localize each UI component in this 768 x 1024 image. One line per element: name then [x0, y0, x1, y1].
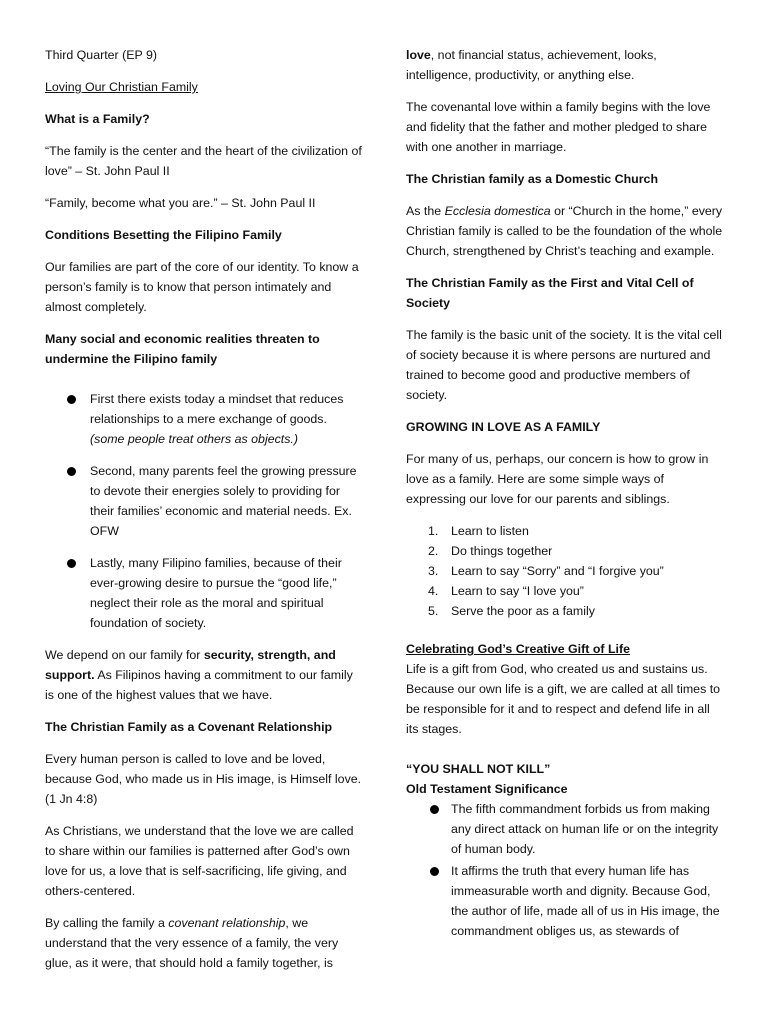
heading-old-testament: Old Testament Significance: [406, 782, 568, 796]
paragraph-identity: Our families are part of the core of our identity. To know a person’s family is to know that person intimately and almost completely.: [45, 260, 359, 314]
heading-what-is-family: What is a Family?: [45, 112, 150, 126]
heading-conditions: Conditions Besetting the Filipino Family: [45, 228, 282, 242]
list-item: Lastly, many Filipino families, because of their ever-growing desire to pursue the “good life,” neglect their role as the moral and spiritual foundation of society.: [45, 553, 363, 633]
bullet-icon: [67, 559, 76, 568]
list-item: 1. Learn to listen: [428, 524, 529, 538]
paragraph-love-continued: love, not financial status, achievement, looks, intelligence, productivity, or anything else.: [406, 48, 657, 82]
bullet-icon: [430, 805, 439, 814]
paragraph-ecclesia: As the Ecclesia domestica or “Church in the home,” every Christian family is called to be the foundation of the whole Church, strengthened by Christ’s teaching and example.: [406, 204, 723, 258]
quote-become: “Family, become what you are.” – St. John Paul II: [45, 196, 316, 210]
list-item: 5. Serve the poor as a family: [428, 604, 595, 618]
quote-civilization: “The family is the center and the heart of the civilization of love” – St. John Paul II: [45, 144, 362, 178]
list-item: The fifth commandment forbids us from making any direct attack on human life or on the integrity of human body.: [406, 799, 724, 859]
paragraph-calling: By calling the family a covenant relationship, we understand that the very essence of a family, the very glue, as it were, that should hold a family together, is: [45, 916, 339, 970]
quarter-label: Third Quarter (EP 9): [45, 48, 158, 62]
bullet-note: (some people treat others as objects.): [90, 432, 298, 446]
heading-vital-cell: The Christian Family as the First and Vital Cell of Society: [406, 276, 694, 310]
right-column: [406, 45, 724, 953]
list-item: 2. Do things together: [428, 544, 553, 558]
list-item: 3. Learn to say “Sorry” and “I forgive you”: [428, 564, 664, 578]
heading-realities: Many social and economic realities threaten to undermine the Filipino family: [45, 332, 320, 366]
commandment-list: [406, 799, 724, 941]
list-item: It affirms the truth that every human life has immeasurable worth and dignity. Because God, the author of life, made all of us in His image, the commandment obliges us, as stewards of: [406, 861, 724, 941]
list-item: 4. Learn to say “I love you”: [428, 584, 584, 598]
paragraph-gift-of-life: Life is a gift from God, who created us and sustains us. Because our own life is a gift, we are called at all times to be responsible for it and to respect and defend life in all its stages.: [406, 662, 721, 736]
paragraph-depend: We depend on our family for security, strength, and support. As Filipinos having a commitment to our family is one of the highest values that we have.: [45, 648, 353, 702]
heading-covenant: The Christian Family as a Covenant Relationship: [45, 720, 333, 734]
paragraph-covenantal: The covenantal love within a family begins with the love and fidelity that the father and mother pledged to share with one another in marriage.: [406, 100, 711, 154]
bullet-icon: [67, 395, 76, 404]
paragraph-every-person: Every human person is called to love and be loved, because God, who made us in His image, is Himself love. (1 Jn 4:8): [45, 752, 362, 806]
heading-celebrating: Celebrating God’s Creative Gift of Life: [406, 642, 630, 656]
paragraph-many-of-us: For many of us, perhaps, our concern is how to grow in love as a family. Here are some simple ways of expressing our love for our parents and siblings.: [406, 452, 709, 506]
bullet-icon: [67, 467, 76, 476]
list-item: Second, many parents feel the growing pressure to devote their energies solely to providing for their families’ economic and material needs. Ex. OFW: [45, 461, 363, 541]
ways-list: [406, 521, 724, 621]
heading-domestic-church: The Christian family as a Domestic Church: [406, 172, 659, 186]
bullet-icon: [430, 867, 439, 876]
realities-list: [45, 389, 363, 633]
list-item: First there exists today a mindset that reduces relationships to a mere exchange of goods. (some people treat others as objects.): [45, 389, 363, 449]
heading-shall-not-kill: “YOU SHALL NOT KILL”: [406, 762, 551, 776]
lesson-title: Loving Our Christian Family: [45, 80, 198, 94]
heading-growing: GROWING IN LOVE AS A FAMILY: [406, 420, 601, 434]
left-column: [45, 45, 363, 985]
paragraph-basic-unit: The family is the basic unit of the society. It is the vital cell of society because it is where persons are nurtured and trained to become good and productive members of society.: [406, 328, 722, 402]
paragraph-christians: As Christians, we understand that the love we are called to share within our families is patterned after God’s own love for us, a love that is self-sacrificing, life giving, and others-centered.: [45, 824, 354, 898]
